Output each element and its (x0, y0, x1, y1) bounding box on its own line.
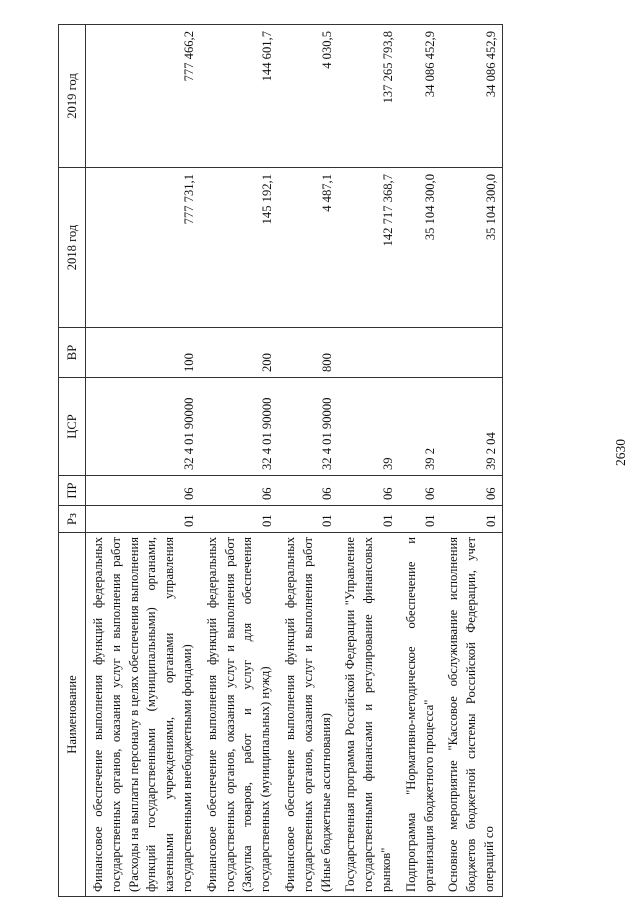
row-rz: 01 (200, 506, 278, 533)
row-name: Подпрограмма "Нормативно-методическое обеспечение и организация бюджетного процесса" (399, 533, 442, 897)
row-csr: 32 4 01 90000 (278, 378, 338, 476)
row-2018: 777 731,1 (86, 168, 200, 328)
table-row (399, 25, 442, 897)
col-header-2018: 2018 год (59, 168, 86, 328)
row-name: Финансовое обеспечение выполнения функций федеральных государственных органов, оказания услуг и выполнения работ (Закупка товаров, работ и услуг для обеспечения государственных (муниципальных) нужд) (200, 533, 278, 897)
budget-table (58, 24, 503, 897)
row-pr: 06 (86, 476, 200, 506)
row-csr: 32 4 01 90000 (200, 378, 278, 476)
row-rz: 01 (86, 506, 200, 533)
col-header-2019: 2019 год (59, 25, 86, 168)
row-2018: 142 717 368,7 (338, 168, 398, 328)
row-2018: 145 192,1 (200, 168, 278, 328)
row-csr: 39 2 04 (441, 378, 502, 476)
row-2019: 144 601,7 (200, 25, 278, 168)
row-vr (399, 328, 442, 378)
row-vr (441, 328, 502, 378)
table-row (338, 25, 398, 897)
row-name: Финансовое обеспечение выполнения функций федеральных государственных органов, оказания услуг и выполнения работ (Расходы на выплаты персоналу в целях обеспечения выполнения функций государственными (муниципальными) органами, казенными учреждениями, органами управления государственными внебюджетными фондами) (86, 533, 200, 897)
table-row (278, 25, 338, 897)
row-2019: 4 030,5 (278, 25, 338, 168)
row-2018: 35 104 300,0 (441, 168, 502, 328)
page-number: 2630 (613, 439, 628, 466)
col-header-vr: ВР (59, 328, 86, 378)
row-name: Основное мероприятие "Кассовое обслуживание исполнения бюджетов бюджетной системы Российской Федерации, учет операций со (441, 533, 502, 897)
row-2019: 777 466,2 (86, 25, 200, 168)
table-row (441, 25, 502, 897)
col-header-name: Наименование (59, 533, 86, 897)
row-pr: 06 (278, 476, 338, 506)
row-rz: 01 (338, 506, 398, 533)
row-2018: 4 487,1 (278, 168, 338, 328)
row-pr: 06 (441, 476, 502, 506)
col-header-csr: ЦСР (59, 378, 86, 476)
row-rz: 01 (278, 506, 338, 533)
row-2018: 35 104 300,0 (399, 168, 442, 328)
row-vr: 200 (200, 328, 278, 378)
table-row (200, 25, 278, 897)
row-2019: 34 086 452,9 (399, 25, 442, 168)
row-pr: 06 (200, 476, 278, 506)
table-header (59, 25, 86, 897)
row-pr: 06 (399, 476, 442, 506)
row-csr: 39 2 (399, 378, 442, 476)
row-rz: 01 (399, 506, 442, 533)
row-2019: 137 265 793,8 (338, 25, 398, 168)
row-vr (338, 328, 398, 378)
row-pr: 06 (338, 476, 398, 506)
row-vr: 800 (278, 328, 338, 378)
col-header-pr: ПР (59, 476, 86, 506)
row-csr: 39 (338, 378, 398, 476)
table-row (86, 25, 200, 897)
row-rz: 01 (441, 506, 502, 533)
row-csr: 32 4 01 90000 (86, 378, 200, 476)
row-name: Государственная программа Российской Федерации "Управление государственными финансами и регулирование финансовых рынков" (338, 533, 398, 897)
row-name: Финансовое обеспечение выполнения функций федеральных государственных органов, оказания услуг и выполнения работ (Иные бюджетные ассигнования) (278, 533, 338, 897)
row-2019: 34 086 452,9 (441, 25, 502, 168)
row-vr: 100 (86, 328, 200, 378)
col-header-rz: Рз (59, 506, 86, 533)
